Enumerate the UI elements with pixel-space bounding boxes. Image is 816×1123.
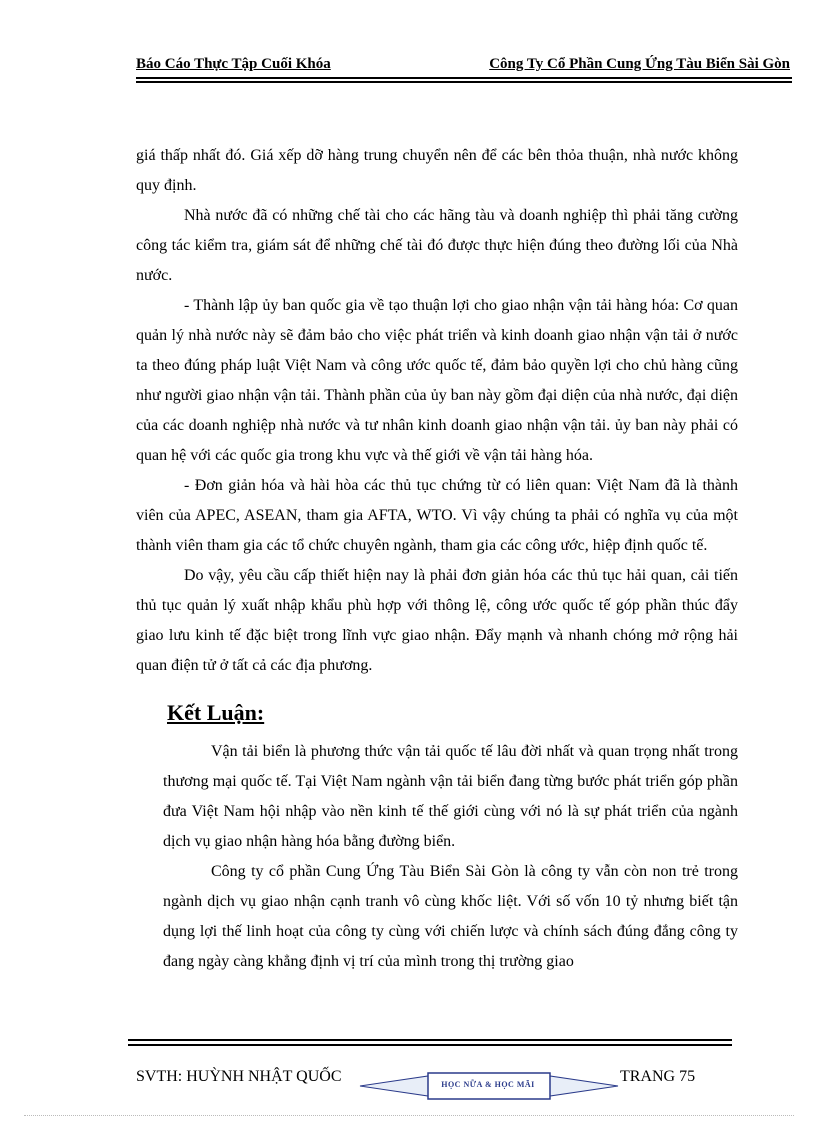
page-edge-dots — [24, 1115, 794, 1116]
paragraph: - Đơn giản hóa và hài hòa các thủ tục chứng từ có liên quan: Việt Nam đã là thành viên của APEC, ASEAN, tham gia AFTA, WTO. Vì vậy chúng ta phải có nghĩa vụ của một thành viên tham gia các tổ chức chuyên ngành, tham gia các công ước, hiệp định quốc tế. — [136, 477, 738, 554]
page-body — [136, 141, 738, 977]
header-company-name: Công Ty Cổ Phần Cung Ứng Tàu Biển Sài Gòn — [489, 56, 790, 72]
footer-rule-bottom — [128, 1044, 732, 1046]
paragraph: - Thành lập ủy ban quốc gia về tạo thuận lợi cho giao nhận vận tải hàng hóa: Cơ quan quản lý nhà nước này sẽ đảm bảo cho việc phát triển và kinh doanh giao nhận vận tải ở nước ta theo đúng pháp luật Việt Nam và công ước quốc tế, đảm bảo quyền lợi cho chủ hàng cũng như người giao nhận vận tải. Thành phần của ủy ban này gồm đại diện của nhà nước, đại diện của các doanh nghiệp nhà nước và tư nhân kinh doanh giao nhận vận tải. ủy ban này phải có quan hệ với các quốc gia trong khu vực và thế giới về vận tải hàng hóa. — [136, 297, 738, 464]
header-rule-bottom — [136, 81, 792, 83]
conclusion-paragraph: Vận tải biển là phương thức vận tải quốc tế lâu đời nhất và quan trọng nhất trong thương mại quốc tế. Tại Việt Nam ngành vận tải biển đang từng bước phát triển góp phần đưa Việt Nam hội nhập vào nền kinh tế thế giới cùng với nó là sự phát triển của ngành dịch vụ giao nhận hàng hóa bằng đường biển. — [163, 743, 738, 850]
banner-left-arrow — [360, 1076, 428, 1096]
paragraph: giá thấp nhất đó. Giá xếp dỡ hàng trung chuyển nên để các bên thỏa thuận, nhà nước không quy định. — [136, 147, 738, 194]
banner-right-arrow — [550, 1076, 618, 1096]
paragraph: Nhà nước đã có những chế tài cho các hãng tàu và doanh nghiệp thì phải tăng cường công tác kiểm tra, giám sát để những chế tài đó được thực hiện đúng theo đường lối của Nhà nước. — [136, 207, 738, 284]
footer-rule-top — [128, 1039, 732, 1041]
conclusion-section — [163, 737, 738, 977]
conclusion-heading: Kết Luận: — [167, 700, 265, 725]
page-header — [136, 56, 792, 78]
footer-student-name: SVTH: HUỲNH NHẬT QUỐC — [136, 1068, 342, 1085]
footer-page-number: TRANG 75 — [620, 1068, 696, 1085]
conclusion-paragraph: Công ty cổ phần Cung Ứng Tàu Biển Sài Gòn là công ty vẫn còn non trẻ trong ngành dịch vụ giao nhận cạnh tranh vô cùng khốc liệt. Với số vốn 10 tỷ nhưng biết tận dụng lợi thế linh hoạt của công ty cùng với chiến lược và chính sách đúng đắng công ty đang ngày càng khẳng định vị trí của mình trong thị trường giao — [163, 863, 738, 970]
footer-logo-text: HỌC NỮA & HỌC MÃI — [441, 1080, 535, 1089]
header-report-title: Báo Cáo Thực Tập Cuối Khóa — [136, 56, 331, 72]
paragraph: Do vậy, yêu cầu cấp thiết hiện nay là phải đơn giản hóa các thủ tục hải quan, cải tiến thủ tục quản lý xuất nhập khẩu phù hợp với thông lệ, công ước quốc tế góp phần thúc đẩy giao lưu kinh tế đặc biệt trong lĩnh vực giao nhận. Đẩy mạnh và nhanh chóng mở rộng hải quan điện tử ở tất cả các địa phương. — [136, 567, 738, 674]
header-rule-top — [136, 77, 792, 79]
